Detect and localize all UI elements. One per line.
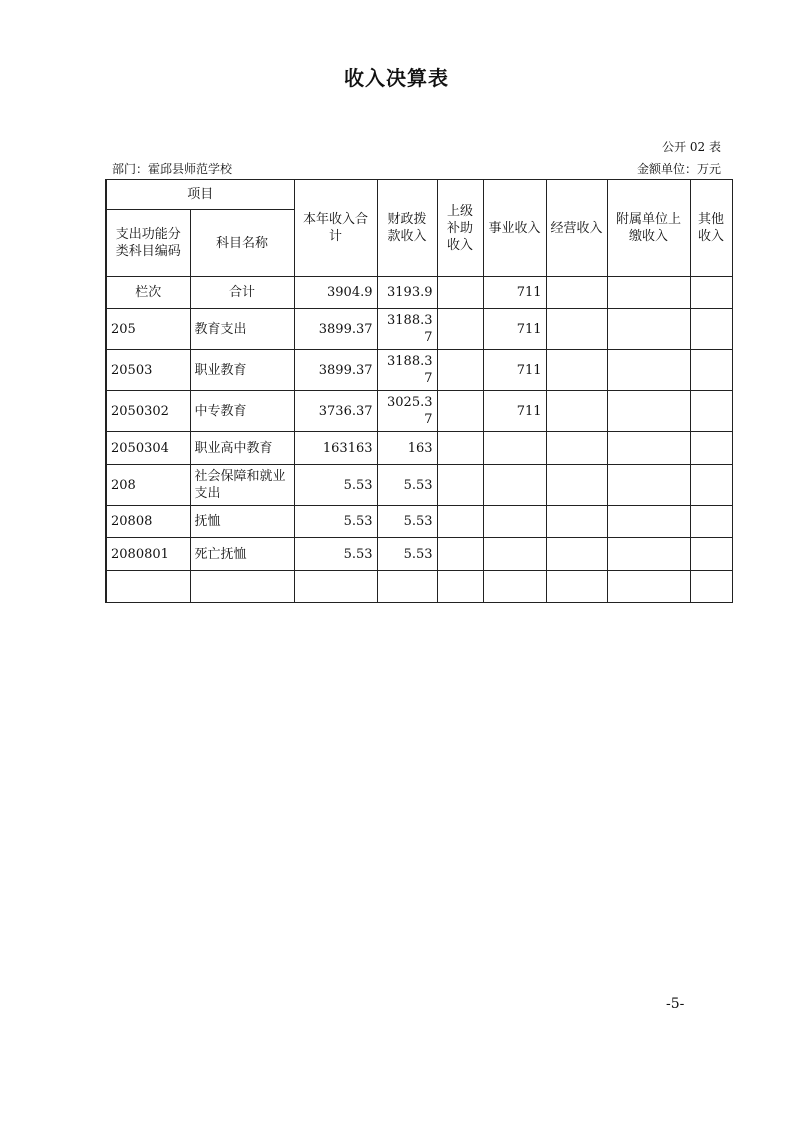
cell-fiscal: 163 [377, 432, 437, 465]
cell-code: 20808 [106, 506, 190, 538]
cell-subsidy [437, 506, 483, 538]
cell-subsidy [437, 350, 483, 391]
header-business: 事业收入 [483, 180, 546, 277]
cell-fiscal [377, 571, 437, 603]
cell-subsidy [437, 571, 483, 603]
cell-business: 711 [483, 391, 546, 432]
cell-total: 3899.37 [294, 350, 377, 391]
cell-fiscal: 3188.37 [377, 350, 437, 391]
cell-operating [546, 277, 607, 309]
cell-other [690, 350, 732, 391]
column-number-row [106, 277, 732, 309]
cell-subsidy [437, 309, 483, 350]
table-row [106, 506, 732, 538]
cell-affiliated [607, 309, 690, 350]
table-row [106, 309, 732, 350]
cell-total: 5.53 [294, 506, 377, 538]
cell-other [690, 277, 732, 309]
cell-fiscal: 5.53 [377, 465, 437, 506]
cell-name: 抚恤 [190, 506, 294, 538]
cell-fiscal: 3025.37 [377, 391, 437, 432]
cell-affiliated [607, 432, 690, 465]
cell-affiliated [607, 506, 690, 538]
cell-operating [546, 350, 607, 391]
cell-code: 20503 [106, 350, 190, 391]
page-title: 收入决算表 [344, 66, 449, 90]
header-name: 科目名称 [190, 210, 294, 277]
cell-other [690, 432, 732, 465]
cell-other [690, 309, 732, 350]
cell-business [483, 465, 546, 506]
cell-affiliated [607, 350, 690, 391]
cell-code: 205 [106, 309, 190, 350]
header-operating: 经营收入 [546, 180, 607, 277]
header-affiliated: 附属单位上缴收入 [607, 180, 690, 277]
cell-subsidy [437, 391, 483, 432]
cell-subsidy [437, 465, 483, 506]
cell-affiliated [607, 538, 690, 571]
cell-name: 教育支出 [190, 309, 294, 350]
cell-subsidy [437, 538, 483, 571]
cell-other [690, 506, 732, 538]
cell-business: 711 [483, 350, 546, 391]
cell-name: 职业教育 [190, 350, 294, 391]
department-label: 部门：霍邱县师范学校 [112, 162, 233, 176]
cell-business [483, 538, 546, 571]
cell-total: 5.53 [294, 465, 377, 506]
cell-code: 2050302 [106, 391, 190, 432]
cell-affiliated [607, 571, 690, 603]
cell-fiscal: 5.53 [377, 506, 437, 538]
cell-code: 2050304 [106, 432, 190, 465]
cell-other [690, 465, 732, 506]
header-code: 支出功能分类科目编码 [106, 210, 190, 277]
cell-other [690, 538, 732, 571]
header-other: 其他收入 [690, 180, 732, 277]
page-number: -5- [666, 996, 685, 1012]
cell-total: 5.53 [294, 538, 377, 571]
cell-total: 3736.37 [294, 391, 377, 432]
table-row [106, 350, 732, 391]
cell-code: 208 [106, 465, 190, 506]
table-row [106, 391, 732, 432]
cell-name [190, 571, 294, 603]
table-row [106, 432, 732, 465]
cell-business: 711 [483, 309, 546, 350]
cell-name: 合计 [190, 277, 294, 309]
cell-total [294, 571, 377, 603]
form-number: 公开 02 表 [662, 140, 721, 154]
cell-total: 163163 [294, 432, 377, 465]
header-subsidy: 上级补助收入 [437, 180, 483, 277]
table-row [106, 571, 732, 603]
header-item: 项目 [106, 180, 294, 210]
cell-subsidy [437, 277, 483, 309]
cell-name: 社会保障和就业支出 [190, 465, 294, 506]
cell-other [690, 571, 732, 603]
cell-operating [546, 432, 607, 465]
cell-affiliated [607, 391, 690, 432]
cell-name: 职业高中教育 [190, 432, 294, 465]
cell-operating [546, 391, 607, 432]
cell-total: 3899.37 [294, 309, 377, 350]
table-row [106, 465, 732, 506]
cell-other [690, 391, 732, 432]
cell-business: 711 [483, 277, 546, 309]
cell-affiliated [607, 465, 690, 506]
cell-operating [546, 309, 607, 350]
table-row [106, 538, 732, 571]
income-final-accounts-table [105, 179, 733, 603]
cell-name: 死亡抚恤 [190, 538, 294, 571]
cell-operating [546, 538, 607, 571]
cell-fiscal: 5.53 [377, 538, 437, 571]
cell-operating [546, 571, 607, 603]
header-fiscal: 财政拨款收入 [377, 180, 437, 277]
cell-business [483, 571, 546, 603]
cell-code: 栏次 [106, 277, 190, 309]
cell-business [483, 506, 546, 538]
cell-code [106, 571, 190, 603]
cell-operating [546, 506, 607, 538]
cell-subsidy [437, 432, 483, 465]
cell-total: 3904.9 [294, 277, 377, 309]
cell-fiscal: 3193.9 [377, 277, 437, 309]
cell-affiliated [607, 277, 690, 309]
cell-code: 2080801 [106, 538, 190, 571]
cell-name: 中专教育 [190, 391, 294, 432]
cell-operating [546, 465, 607, 506]
header-total: 本年收入合计 [294, 180, 377, 277]
cell-business [483, 432, 546, 465]
cell-fiscal: 3188.37 [377, 309, 437, 350]
unit-label: 金额单位：万元 [636, 162, 721, 176]
